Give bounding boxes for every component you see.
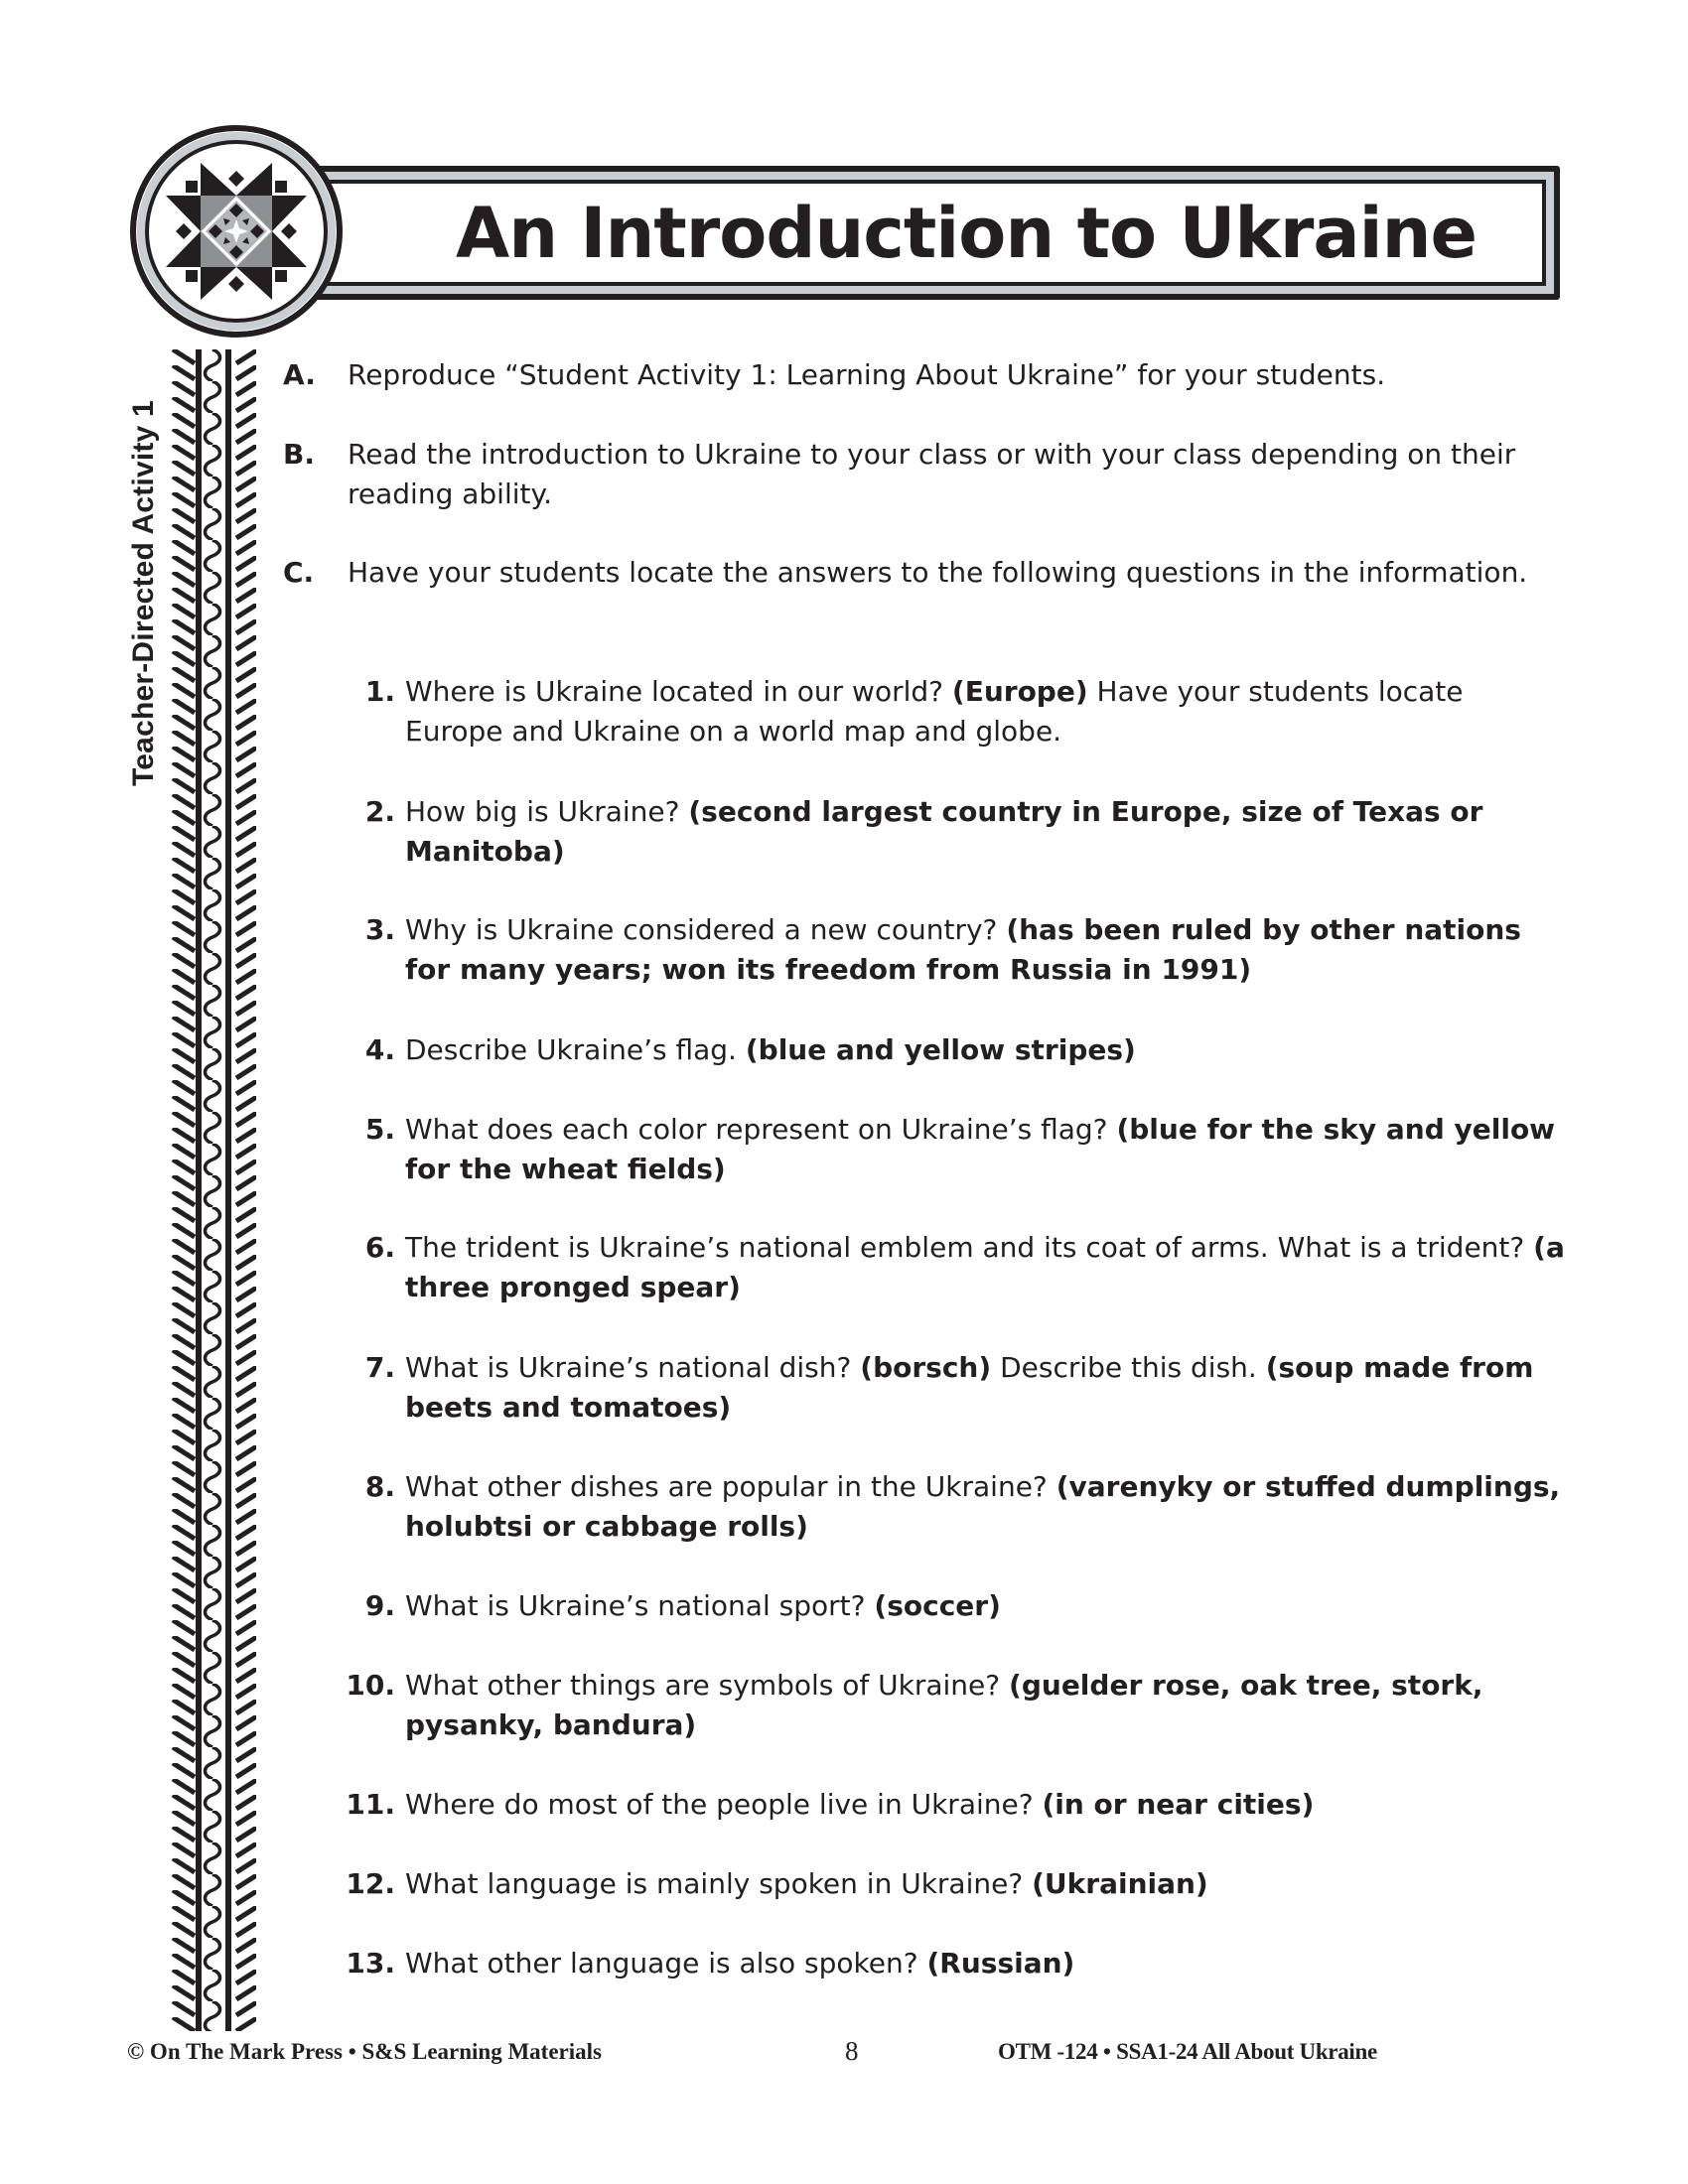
answer-text: (blue for the sky and yellow for the wheat fields) bbox=[405, 1113, 1556, 1185]
page-title: An Introduction to Ukraine bbox=[456, 192, 1477, 274]
title-banner bbox=[298, 166, 1560, 300]
step-a bbox=[283, 355, 1564, 395]
question-item bbox=[328, 1785, 1569, 1825]
footer-copyright: © On The Mark Press • S&S Learning Materials bbox=[127, 2039, 602, 2064]
question-number: 7. bbox=[364, 1351, 395, 1384]
prompt-text: How big is Ukraine? bbox=[405, 795, 689, 828]
page-number: 8 bbox=[845, 2036, 859, 2066]
prompt-text: What is Ukraine’s national sport? bbox=[405, 1589, 875, 1622]
question-number: 3. bbox=[364, 913, 395, 946]
question-text bbox=[405, 1586, 1569, 1626]
answer-text: (soup made from beets and tomatoes) bbox=[405, 1351, 1534, 1424]
prompt-text: What language is mainly spoken in Ukraine? bbox=[405, 1867, 1033, 1900]
prompt-text: Why is Ukraine considered a new country? bbox=[405, 913, 1007, 946]
question-number: 10. bbox=[346, 1669, 395, 1702]
question-number: 13. bbox=[346, 1947, 395, 1979]
question-text bbox=[405, 1228, 1569, 1307]
prompt-text: What other dishes are popular in the Ukraine? bbox=[405, 1470, 1056, 1503]
prompt-text: What other language is also spoken? bbox=[405, 1947, 927, 1979]
question-item bbox=[328, 672, 1569, 751]
step-b bbox=[283, 435, 1564, 514]
answer-text: (has been ruled by other nations for many years; won its freedom from Russia in 1991) bbox=[405, 913, 1521, 986]
question-number: 4. bbox=[364, 1033, 395, 1066]
ukrainian-star-emblem-icon bbox=[130, 125, 343, 338]
answer-text: (varenyky or stuffed dumplings, holubtsi or cabbage rolls) bbox=[405, 1470, 1561, 1543]
answer-text: (guelder rose, oak tree, stork, pysanky, bandura) bbox=[405, 1669, 1483, 1741]
question-item bbox=[328, 1348, 1569, 1428]
decorative-border-column bbox=[171, 349, 256, 2031]
answer-text: (in or near cities) bbox=[1042, 1788, 1315, 1821]
question-text bbox=[405, 1030, 1569, 1070]
step-letter: C. bbox=[283, 556, 315, 589]
question-text bbox=[405, 1467, 1569, 1547]
answer-text: (soccer) bbox=[874, 1589, 1001, 1622]
question-item bbox=[328, 910, 1569, 990]
question-item bbox=[328, 1467, 1569, 1547]
question-item bbox=[328, 1864, 1569, 1904]
question-text bbox=[405, 1348, 1569, 1428]
question-number: 8. bbox=[364, 1470, 395, 1503]
question-text bbox=[405, 672, 1569, 751]
answer-text: (second largest country in Europe, size of Texas or Manitoba) bbox=[405, 795, 1483, 868]
step-text: Have your students locate the answers to the following questions in the information. bbox=[348, 556, 1528, 589]
question-number: 9. bbox=[364, 1589, 395, 1622]
question-text bbox=[405, 1666, 1569, 1745]
step-letter: A. bbox=[283, 358, 316, 391]
step-text: Reproduce “Student Activity 1: Learning About Ukraine” for your students. bbox=[348, 358, 1386, 391]
question-item bbox=[328, 1228, 1569, 1307]
question-number: 2. bbox=[364, 795, 395, 828]
question-item bbox=[328, 1030, 1569, 1070]
question-number: 1. bbox=[364, 675, 395, 708]
answer-text: (Europe) bbox=[951, 675, 1088, 708]
answer-text: (Russian) bbox=[926, 1947, 1075, 1979]
question-text bbox=[405, 1785, 1569, 1825]
question-text bbox=[405, 1864, 1569, 1904]
question-item bbox=[328, 1586, 1569, 1626]
page-footer bbox=[0, 2036, 1688, 2079]
answer-text: (borsch) bbox=[860, 1351, 992, 1384]
prompt-text: Have your students locate Europe and Ukraine on a world map and globe. bbox=[405, 675, 1464, 748]
question-number: 11. bbox=[346, 1788, 395, 1821]
step-text: Read the introduction to Ukraine to your class or with your class depending on their reading ability. bbox=[348, 438, 1516, 510]
question-item bbox=[328, 792, 1569, 872]
question-number: 12. bbox=[346, 1867, 395, 1900]
prompt-text: Describe Ukraine’s flag. bbox=[405, 1033, 746, 1066]
question-item bbox=[328, 1944, 1569, 1983]
answer-text: (blue and yellow stripes) bbox=[745, 1033, 1136, 1066]
question-number: 6. bbox=[364, 1231, 395, 1264]
answer-text: (a three pronged spear) bbox=[405, 1231, 1565, 1303]
prompt-text: The trident is Ukraine’s national emblem and its coat of arms. What is a trident? bbox=[405, 1231, 1534, 1264]
answer-text: (Ukrainian) bbox=[1032, 1867, 1208, 1900]
prompt-text: Describe this dish. bbox=[991, 1351, 1266, 1384]
prompt-text: Where is Ukraine located in our world? bbox=[405, 675, 952, 708]
prompt-text: What does each color represent on Ukraine’s flag? bbox=[405, 1113, 1117, 1146]
question-item bbox=[328, 1110, 1569, 1189]
question-text bbox=[405, 1944, 1569, 1983]
prompt-text: Where do most of the people live in Ukraine? bbox=[405, 1788, 1043, 1821]
step-letter: B. bbox=[283, 438, 315, 471]
question-number: 5. bbox=[364, 1113, 395, 1146]
title-banner-inner bbox=[312, 180, 1546, 286]
question-text bbox=[405, 1110, 1569, 1189]
question-item bbox=[328, 1666, 1569, 1745]
activity-side-label: Teacher-Directed Activity 1 bbox=[127, 400, 160, 786]
question-text bbox=[405, 792, 1569, 872]
step-c bbox=[283, 553, 1564, 593]
footer-product-code: OTM -124 • SSA1-24 All About Ukraine bbox=[998, 2039, 1377, 2064]
prompt-text: What other things are symbols of Ukraine? bbox=[405, 1669, 1010, 1702]
question-text bbox=[405, 910, 1569, 990]
prompt-text: What is Ukraine’s national dish? bbox=[405, 1351, 861, 1384]
